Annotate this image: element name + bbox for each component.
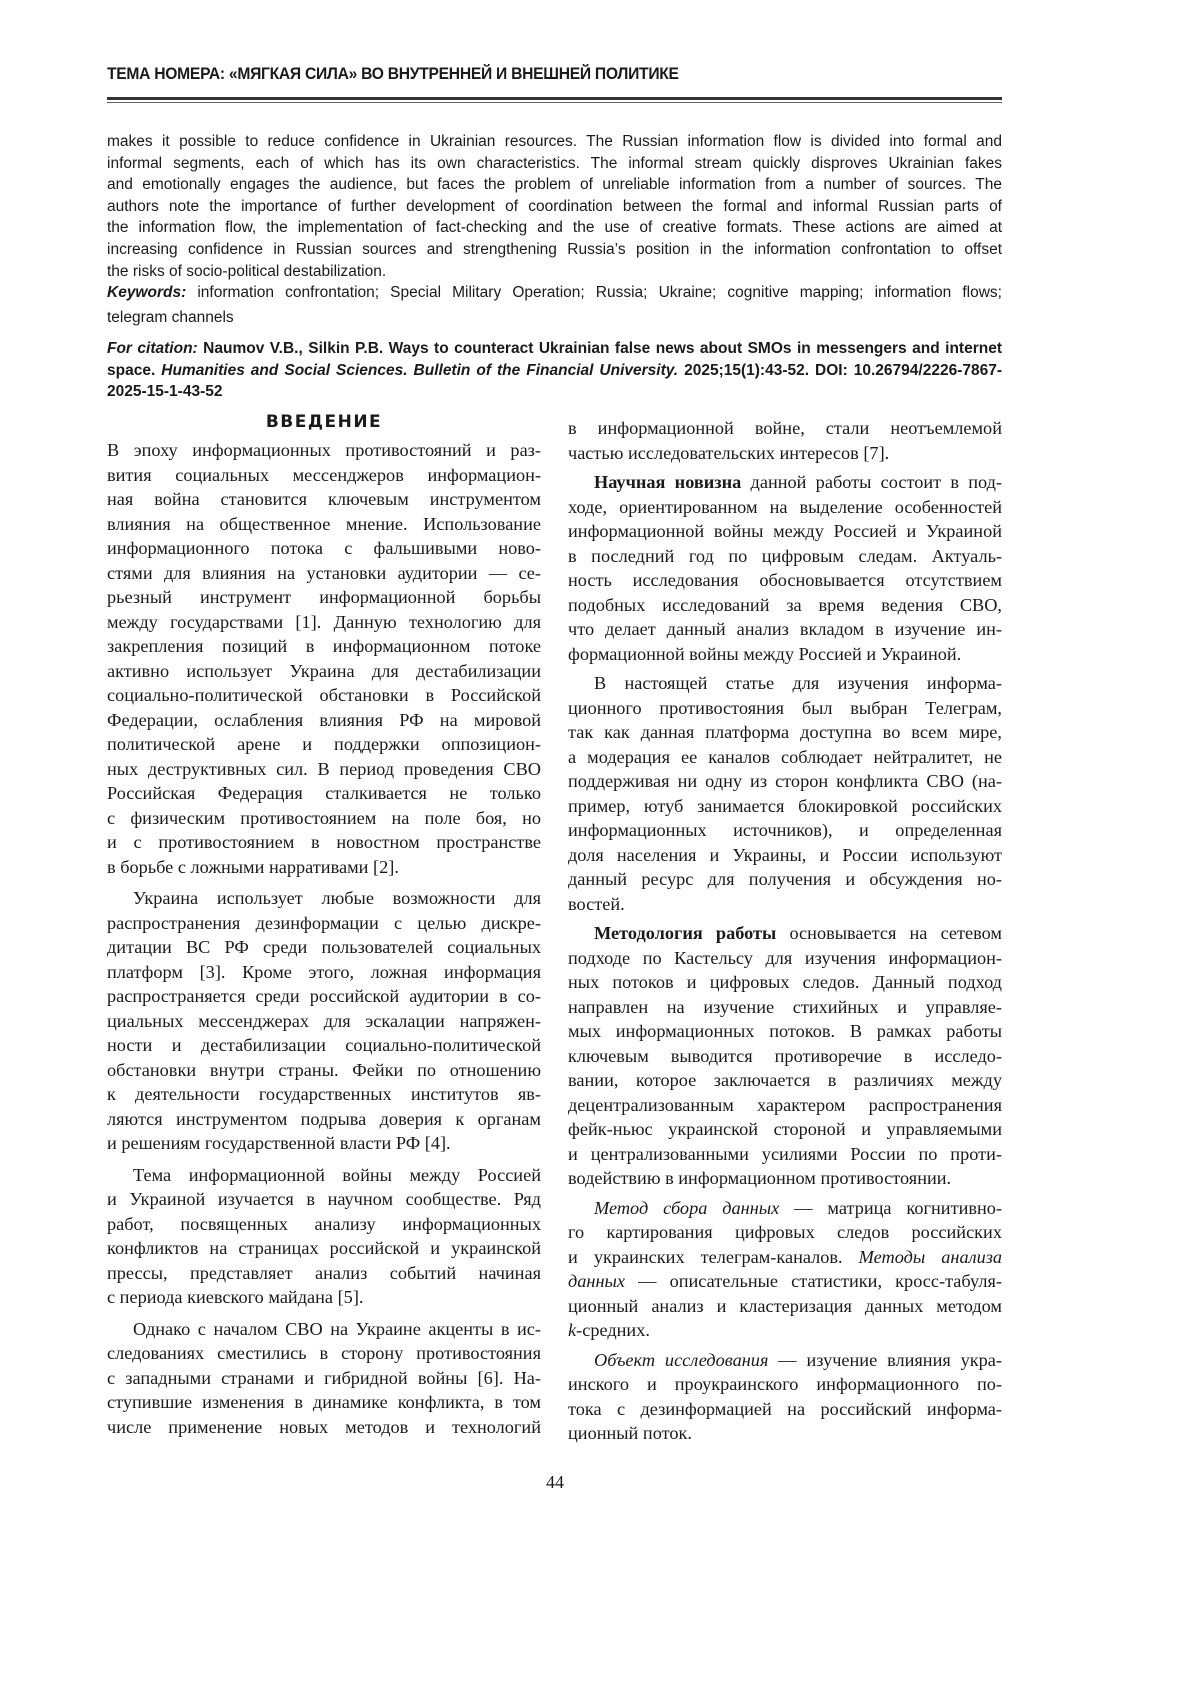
header-rule-thin — [107, 102, 1002, 103]
text-line: Украина использует любые возможности для — [107, 886, 541, 911]
bold-term: Методология работы — [594, 923, 776, 943]
text-line: ционный анализ и кластеризация данных методом — [568, 1294, 1002, 1319]
bold-term: Научная новизна — [594, 472, 741, 492]
keywords-line — [107, 282, 1002, 304]
citation-doi-end: 2025-15-1-43-52 — [107, 381, 1002, 403]
text-line: влияния на общественное мнение. Использование — [107, 512, 541, 537]
text-line: к деятельности государственных институтов яв- — [107, 1082, 541, 1107]
text-line: прессы, представляет анализ событий начиная — [107, 1261, 541, 1286]
paragraph — [107, 438, 541, 879]
paragraph — [107, 1163, 541, 1310]
paragraph — [107, 1317, 541, 1440]
citation-line — [107, 338, 1002, 360]
text-line: дитации ВС РФ среди пользователей социальных — [107, 935, 541, 960]
text-line: инского и проукраинского информационного по- — [568, 1372, 1002, 1397]
text-line: поддерживая ни одну из сторон конфликта СВО (на- — [568, 769, 1002, 794]
text-line: ходе, ориентированном на выделение особенностей — [568, 495, 1002, 520]
text-line: Однако с началом СВО на Украине акценты в ис- — [107, 1317, 541, 1342]
abstract-line: informal segments, each of which has its own characteristics. The informal stream quickly disproves Ukrainian fakes — [107, 153, 1002, 175]
text-line: подходе по Кастельсу для изучения информацион- — [568, 946, 1002, 971]
text-line: с периода киевского майдана [5]. — [107, 1285, 541, 1310]
text-line: направлен на изучение стихийных и управляе- — [568, 995, 1002, 1020]
text-line: работ, посвященных анализу информационных — [107, 1212, 541, 1237]
citation-doi: 2025;15(1):43-52. DOI: 10.26794/2226-7867- — [678, 362, 1002, 379]
keywords-label: Keywords: — [107, 284, 186, 301]
keywords-line-2: telegram channels — [107, 304, 1002, 332]
abstract — [107, 131, 1002, 332]
text-line: информационных источников), и определенная — [568, 818, 1002, 843]
text-line: в последний год по цифровым следам. Актуаль- — [568, 544, 1002, 569]
text-line: Тема информационной войны между Россией — [107, 1163, 541, 1188]
text-line: активно использует Украина для дестабилизации — [107, 659, 541, 684]
text-line: а модерация ее каналов соблюдает нейтралитет, не — [568, 745, 1002, 770]
text-segment: и украинских телеграм-каналов. — [568, 1247, 859, 1267]
text-line: в информационной войне, стали неотъемлемой — [568, 416, 1002, 441]
citation-text: space. — [107, 362, 161, 379]
italic-term: Объект исследования — [594, 1350, 768, 1370]
text-line: распространения дезинформации с целью дискре- — [107, 911, 541, 936]
text-line: стями для влияния на установки аудитории — се- — [107, 561, 541, 586]
citation-line — [107, 360, 1002, 382]
paragraph — [568, 671, 1002, 916]
keywords-text: information confrontation; Special Military Operation; Russia; Ukraine; cognitive mapping; information flows; — [186, 284, 1002, 301]
text-line: ности и дестабилизации социально-политической — [107, 1033, 541, 1058]
italic-term: Метод сбора данных — [594, 1198, 779, 1218]
text-line: платформ [3]. Кроме этого, ложная информация — [107, 960, 541, 985]
text-line: мых информационных потоков. В рамках работы — [568, 1019, 1002, 1044]
text-line — [568, 921, 1002, 946]
text-line: с физическим противостоянием на поле боя, но — [107, 806, 541, 831]
text-line: информационной войны между Россией и Украиной — [568, 519, 1002, 544]
text-line: ная война становится ключевым инструментом — [107, 487, 541, 512]
text-line: распространяется среди российской аудитории в со- — [107, 984, 541, 1009]
abstract-line: and emotionally engages the audience, but faces the problem of unreliable information from a number of sources. The — [107, 174, 1002, 196]
text-line: водействию в информационном противостоянии. — [568, 1166, 1002, 1191]
text-line: формационной войны между Россией и Украиной. — [568, 642, 1002, 667]
paragraph — [568, 1196, 1002, 1343]
text-line: ционного противостояния был выбран Телеграм, — [568, 696, 1002, 721]
text-line: частью исследовательских интересов [7]. — [568, 441, 1002, 466]
abstract-line: makes it possible to reduce confidence in Ukrainian resources. The Russian information flow is divided into formal and — [107, 131, 1002, 153]
text-line: Федерации, ослабления влияния РФ на мировой — [107, 708, 541, 733]
running-header: ТЕМА НОМЕРА: «МЯГКАЯ СИЛА» ВО ВНУТРЕННЕЙ И ВНЕШНЕЙ ПОЛИТИКЕ — [107, 64, 679, 84]
text-line: данный ресурс для получения и обсуждения но- — [568, 867, 1002, 892]
text-line: доля населения и Украины, и России используют — [568, 843, 1002, 868]
text-line — [568, 470, 1002, 495]
text-line: с западными странами и гибридной войны [6]. На- — [107, 1366, 541, 1391]
abstract-line: the risks of socio-political destabilization. — [107, 261, 1002, 283]
text-line: ключевым выводится противоречие в исследо- — [568, 1044, 1002, 1069]
text-line — [568, 1196, 1002, 1221]
abstract-line: the information flow, the implementation of fact-checking and the use of creative formats. These actions are aimed at — [107, 217, 1002, 239]
text-line: тока с дезинформацией на российский информа- — [568, 1397, 1002, 1422]
text-line: пример, ютуб занимается блокировкой российских — [568, 794, 1002, 819]
body-column-right — [568, 416, 1002, 1446]
text-line: подобных исследований за время ведения СВО, — [568, 593, 1002, 618]
text-line: социально-политической обстановки в Российской — [107, 683, 541, 708]
text-line: и Украиной изучается в научном сообществе. Ряд — [107, 1187, 541, 1212]
text-line: ных деструктивных сил. В период проведения СВО — [107, 757, 541, 782]
text-line: В эпоху информационных противостояний и раз- — [107, 438, 541, 463]
text-line: и решениям государственной власти РФ [4]. — [107, 1131, 541, 1156]
text-line: политической арене и поддержки оппозицион- — [107, 732, 541, 757]
text-line: числе применение новых методов и технологий — [107, 1415, 541, 1440]
text-line: и централизованными усилиями России по проти- — [568, 1142, 1002, 1167]
text-line — [568, 1269, 1002, 1294]
abstract-text — [107, 131, 1002, 282]
text-line: ность исследования обосновывается отсутствием — [568, 568, 1002, 593]
text-line: конфликтов на страницах российской и украинской — [107, 1236, 541, 1261]
citation-authors-title: Naumov V.B., Silkin P.B. Ways to counteract Ukrainian false news about SMOs in messengers and internet — [198, 340, 1002, 357]
citation-label: For citation: — [107, 340, 198, 357]
text-line: что делает данный анализ вкладом в изучение ин- — [568, 617, 1002, 642]
text-segment: — описательные статистики, кросс-табуля- — [625, 1271, 1002, 1291]
text-segment: -средних. — [576, 1320, 650, 1340]
text-line: циальных мессенджерах для эскалации напряжен- — [107, 1009, 541, 1034]
text-line: го картирования цифровых следов российских — [568, 1220, 1002, 1245]
paragraph — [568, 470, 1002, 666]
text-line: децентрализованным характером распространения — [568, 1093, 1002, 1118]
text-line: ционный поток. — [568, 1421, 1002, 1446]
abstract-line: authors note the importance of further development of coordination between the formal and informal Russian parts of — [107, 196, 1002, 218]
text-line: фейк-ньюс украинской стороной и управляемыми — [568, 1117, 1002, 1142]
body-column-left — [107, 438, 541, 1439]
text-segment: — матрица когнитивно- — [779, 1198, 1002, 1218]
text-line: вании, которое заключается в различиях между — [568, 1068, 1002, 1093]
section-heading: ВВЕДЕНИЕ — [107, 412, 541, 432]
text-line: ляются инструментом подрыва доверия к органам — [107, 1107, 541, 1132]
page-number: 44 — [0, 1472, 1110, 1493]
text-line: между государствами [1]. Данную технологию для — [107, 610, 541, 635]
paragraph — [568, 416, 1002, 465]
paragraph — [107, 886, 541, 1156]
text-line: востей. — [568, 892, 1002, 917]
citation — [107, 338, 1002, 403]
italic-term: k — [568, 1320, 576, 1340]
paragraph — [568, 921, 1002, 1191]
italic-term: Методы анализа — [859, 1247, 1002, 1267]
text-line: ных потоков и цифровых следов. Данный подход — [568, 970, 1002, 995]
text-line: Российская Федерация сталкивается не только — [107, 781, 541, 806]
text-segment: данной работы состоит в под- — [741, 472, 1002, 492]
text-line: в борьбе с ложными нарративами [2]. — [107, 855, 541, 880]
text-line: обстановки внутри страны. Фейки по отношению — [107, 1058, 541, 1083]
citation-journal: Humanities and Social Sciences. Bulletin of the Financial University. — [161, 362, 678, 379]
text-line: В настоящей статье для изучения информа- — [568, 671, 1002, 696]
text-line: закрепления позиций в информационном потоке — [107, 634, 541, 659]
abstract-line: increasing confidence in Russian sources and strengthening Russia’s position in the information confrontation to offset — [107, 239, 1002, 261]
text-line — [568, 1318, 1002, 1343]
paragraph — [568, 1348, 1002, 1446]
text-line — [568, 1245, 1002, 1270]
text-line: так как данная платформа доступна во всем мире, — [568, 720, 1002, 745]
text-segment: основывается на сетевом — [776, 923, 1002, 943]
italic-term: данных — [568, 1271, 625, 1291]
text-line: и с противостоянием в новостном пространстве — [107, 830, 541, 855]
text-line: рьезный инструмент информационной борьбы — [107, 585, 541, 610]
text-line: ступившие изменения в динамике конфликта, в том — [107, 1390, 541, 1415]
text-line: информационного потока с фальшивыми ново- — [107, 536, 541, 561]
text-line: вития социальных мессенджеров информацион- — [107, 463, 541, 488]
text-line: следованиях сместились в сторону противостояния — [107, 1341, 541, 1366]
text-segment: — изучение влияния укра- — [768, 1350, 1002, 1370]
header-rule-thick — [107, 97, 1002, 100]
text-line — [568, 1348, 1002, 1373]
